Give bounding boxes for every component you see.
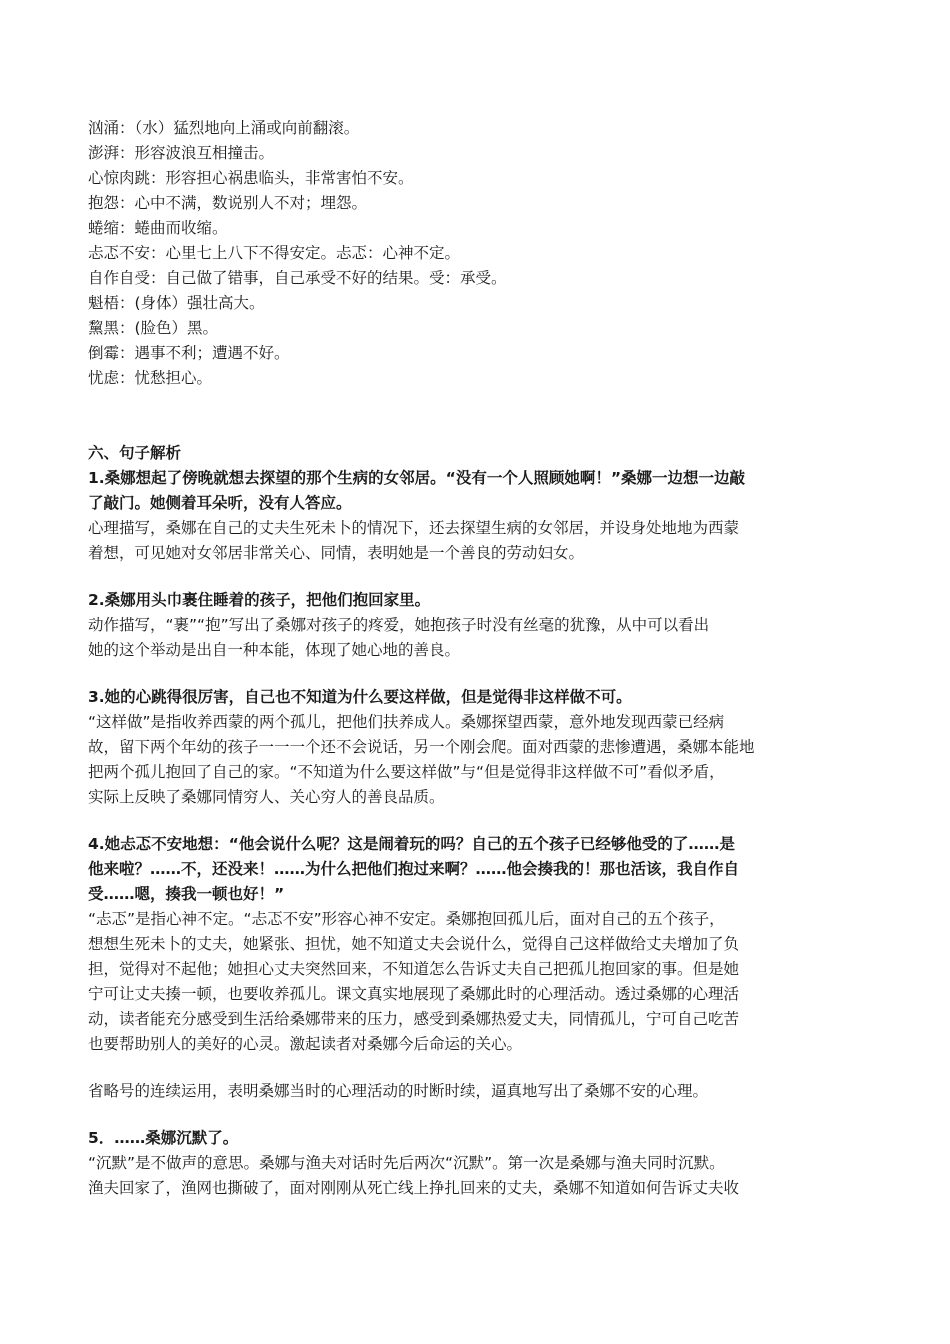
vocabulary-list bbox=[88, 116, 878, 391]
vocab-item: 蜷缩：蜷曲而收缩。 bbox=[88, 219, 228, 237]
vocab-item: 倒霉：遇事不利；遭遇不好。 bbox=[88, 344, 290, 362]
analysis-line: 心理描写，桑娜在自己的丈夫生死未卜的情况下，还去探望生病的女邻居，并设身处地地为西蒙 bbox=[88, 519, 740, 537]
quote-line: 1.桑娜想起了傍晚就想去探望的那个生病的女邻居。“没有一个人照顾她啊！”桑娜一边想一边敲 bbox=[88, 469, 746, 487]
sentence-analysis-3 bbox=[88, 685, 878, 810]
analysis-line: 实际上反映了桑娜同情穷人、关心穷人的善良品质。 bbox=[88, 788, 445, 806]
document-page bbox=[88, 116, 878, 1201]
analysis-line: 想想生死未卜的丈夫，她紧张、担忧，她不知道丈夫会说什么，觉得自己这样做给丈夫增加了负 bbox=[88, 935, 740, 953]
sentence-analysis-4 bbox=[88, 832, 878, 1057]
vocab-item: 汹涌：（水）猛烈地向上涌或向前翻滚。 bbox=[88, 119, 360, 137]
analysis-line: 她的这个举动是出自一种本能，体现了她心地的善良。 bbox=[88, 641, 461, 659]
quote-line: 4.她忐忑不安地想：“他会说什么呢？这是闹着玩的吗？自己的五个孩子已经够他受的了……是 bbox=[88, 835, 735, 853]
vocab-item: 黧黑：(脸色）黑。 bbox=[88, 319, 219, 337]
quote-line: 了敲门。她侧着耳朵听，没有人答应。 bbox=[88, 494, 352, 512]
quote-line: 5．……桑娜沉默了。 bbox=[88, 1129, 239, 1147]
analysis-line: “忐忑”是指心神不定。“忐忑不安”形容心神不安定。桑娜抱回孤儿后，面对自己的五个孩子， bbox=[88, 910, 725, 928]
analysis-line: “沉默”是不做声的意思。桑娜与渔夫对话时先后两次“沉默”。第一次是桑娜与渔夫同时沉默。 bbox=[88, 1154, 725, 1172]
sentence-analysis-1 bbox=[88, 466, 878, 566]
quote-line: 受……嗯，揍我一顿也好！” bbox=[88, 885, 285, 903]
analysis-line: 宁可让丈夫揍一顿，也要收养孤儿。课文真实地展现了桑娜此时的心理活动。透过桑娜的心理活 bbox=[88, 985, 740, 1003]
vocab-item: 心惊肉跳：形容担心祸患临头，非常害怕不安。 bbox=[88, 169, 414, 187]
sentence-analysis-5 bbox=[88, 1126, 878, 1201]
quote-line: 他来啦？……不，还没来！……为什么把他们抱过来啊？……他会揍我的！那也活该，我自作自 bbox=[88, 860, 740, 878]
vocab-item: 忐忑不安：心里七上八下不得安定。忐忑：心神不定。 bbox=[88, 244, 461, 262]
ellipsis-note: 省略号的连续运用，表明桑娜当时的心理活动的时断时续，逼真地写出了桑娜不安的心理。 bbox=[88, 1082, 709, 1100]
sentence-analysis-2 bbox=[88, 588, 878, 663]
analysis-line: 担，觉得对不起他；她担心丈夫突然回来，不知道怎么告诉丈夫自己把孤儿抱回家的事。但是她 bbox=[88, 960, 740, 978]
analysis-line: 着想，可见她对女邻居非常关心、同情，表明她是一个善良的劳动妇女。 bbox=[88, 544, 585, 562]
analysis-line: 渔夫回家了，渔网也撕破了，面对刚刚从死亡线上挣扎回来的丈夫，桑娜不知道如何告诉丈夫收 bbox=[88, 1179, 740, 1197]
section-heading: 六、句子解析 bbox=[88, 444, 182, 462]
analysis-line: 动，读者能充分感受到生活给桑娜带来的压力，感受到桑娜热爱丈夫，同情孤儿，宁可自己吃苦 bbox=[88, 1010, 740, 1028]
vocab-item: 魁梧：(身体）强壮高大。 bbox=[88, 294, 265, 312]
vocab-item: 忧虑：忧愁担心。 bbox=[88, 369, 213, 387]
vocab-item: 抱怨：心中不满，数说别人不对；埋怨。 bbox=[88, 194, 368, 212]
analysis-line: 把两个孤儿抱回了自己的家。“不知道为什么要这样做”与“但是觉得非这样做不可”看似矛盾， bbox=[88, 763, 725, 781]
quote-line: 3.她的心跳得很厉害，自己也不知道为什么要这样做，但是觉得非这样做不可。 bbox=[88, 688, 632, 706]
quote-line: 2.桑娜用头巾裹住睡着的孩子，把他们抱回家里。 bbox=[88, 591, 431, 609]
vocab-item: 自作自受：自己做了错事，自己承受不好的结果。受：承受。 bbox=[88, 269, 507, 287]
analysis-line: 故，留下两个年幼的孩子一一一个还不会说话，另一个刚会爬。面对西蒙的悲惨遭遇，桑娜本能地 bbox=[88, 738, 755, 756]
analysis-line: 也要帮助别人的美好的心灵。激起读者对桑娜今后命运的关心。 bbox=[88, 1035, 523, 1053]
analysis-line: 动作描写，“裹”“抱”写出了桑娜对孩子的疼爱，她抱孩子时没有丝毫的犹豫，从中可以看出 bbox=[88, 616, 710, 634]
analysis-line: “这样做”是指收养西蒙的两个孤儿，把他们扶养成人。桑娜探望西蒙，意外地发现西蒙已经病 bbox=[88, 713, 725, 731]
vocab-item: 澎湃：形容波浪互相撞击。 bbox=[88, 144, 275, 162]
